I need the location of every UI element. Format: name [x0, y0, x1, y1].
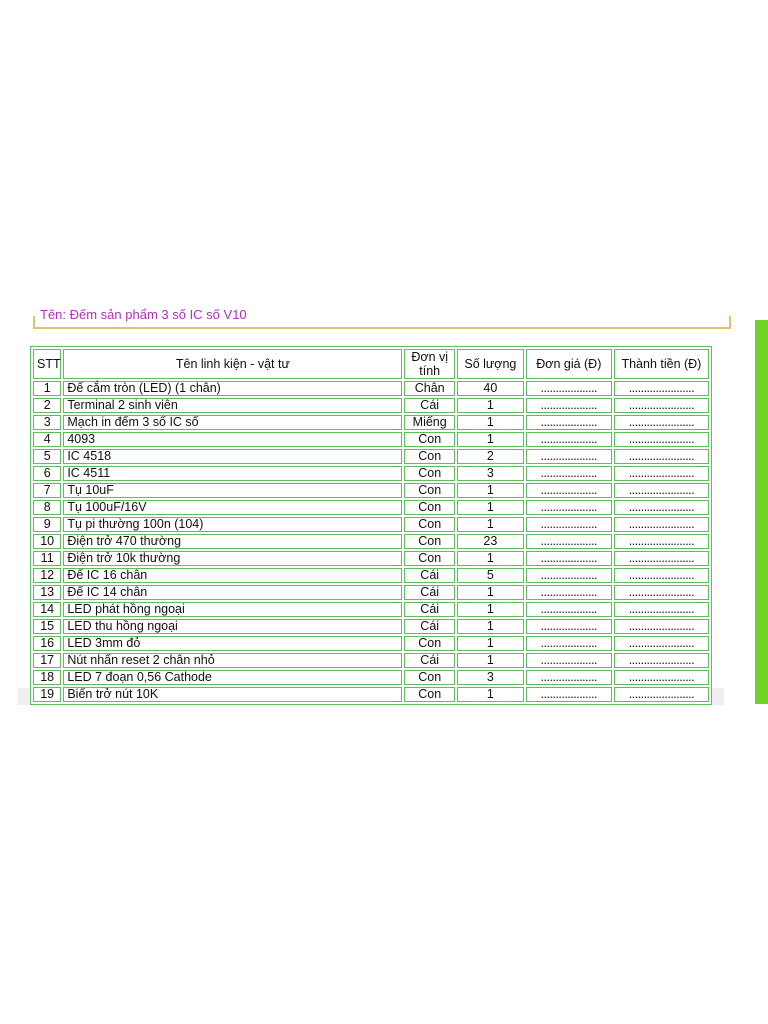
row-total: ......................	[614, 670, 709, 685]
row-name: LED 3mm đỏ	[63, 636, 402, 651]
row-total: ......................	[614, 568, 709, 583]
row-unit: Cái	[404, 602, 455, 617]
table-row	[33, 619, 709, 634]
row-qty: 1	[457, 636, 524, 651]
row-name: 4093	[63, 432, 402, 447]
row-price: ...................	[526, 534, 612, 549]
row-unit: Con	[404, 517, 455, 532]
row-unit: Con	[404, 500, 455, 515]
row-name: IC 4511	[63, 466, 402, 481]
header-unit: Đơn vị tính	[404, 349, 455, 379]
row-name: LED thu hồng ngoại	[63, 619, 402, 634]
table-row	[33, 534, 709, 549]
row-stt: 8	[33, 500, 61, 515]
table-row	[33, 415, 709, 430]
row-unit: Cái	[404, 619, 455, 634]
row-stt: 2	[33, 398, 61, 413]
row-unit: Con	[404, 551, 455, 566]
row-stt: 1	[33, 381, 61, 396]
title-box	[33, 307, 731, 329]
row-unit: Cái	[404, 568, 455, 583]
row-qty: 1	[457, 398, 524, 413]
table-row	[33, 449, 709, 464]
row-unit: Con	[404, 466, 455, 481]
row-qty: 1	[457, 517, 524, 532]
row-total: ......................	[614, 415, 709, 430]
row-stt: 18	[33, 670, 61, 685]
row-qty: 3	[457, 466, 524, 481]
table-row	[33, 466, 709, 481]
row-price: ...................	[526, 415, 612, 430]
row-qty: 1	[457, 687, 524, 702]
table-row	[33, 687, 709, 702]
row-stt: 10	[33, 534, 61, 549]
row-unit: Cái	[404, 398, 455, 413]
row-qty: 1	[457, 602, 524, 617]
row-name: Điện trở 470 thường	[63, 534, 402, 549]
row-qty: 5	[457, 568, 524, 583]
table-row	[33, 483, 709, 498]
table-header-row	[33, 349, 709, 379]
document-title: Tên: Đếm sản phẩm 3 số IC số V10	[40, 307, 247, 322]
row-total: ......................	[614, 687, 709, 702]
row-qty: 1	[457, 653, 524, 668]
row-stt: 12	[33, 568, 61, 583]
scrollbar[interactable]	[755, 320, 768, 704]
table-row	[33, 653, 709, 668]
row-total: ......................	[614, 449, 709, 464]
row-name: Điện trở 10k thường	[63, 551, 402, 566]
row-total: ......................	[614, 500, 709, 515]
row-total: ......................	[614, 483, 709, 498]
row-total: ......................	[614, 432, 709, 447]
row-price: ...................	[526, 500, 612, 515]
table-row	[33, 432, 709, 447]
header-qty: Số lượng	[457, 349, 524, 379]
row-name: Biến trở nút 10K	[63, 687, 402, 702]
row-stt: 7	[33, 483, 61, 498]
row-name: Đế cắm tròn (LED) (1 chân)	[63, 381, 402, 396]
row-price: ...................	[526, 585, 612, 600]
row-stt: 16	[33, 636, 61, 651]
table-row	[33, 602, 709, 617]
row-total: ......................	[614, 517, 709, 532]
table-row	[33, 500, 709, 515]
row-unit: Con	[404, 534, 455, 549]
header-name: Tên linh kiện - vật tư	[63, 349, 402, 379]
row-unit: Cái	[404, 585, 455, 600]
row-qty: 1	[457, 415, 524, 430]
row-unit: Con	[404, 670, 455, 685]
table-row	[33, 517, 709, 532]
table-row	[33, 381, 709, 396]
header-total: Thành tiền (Đ)	[614, 349, 709, 379]
row-stt: 14	[33, 602, 61, 617]
row-qty: 23	[457, 534, 524, 549]
row-price: ...................	[526, 670, 612, 685]
row-price: ...................	[526, 653, 612, 668]
row-name: Tụ 10uF	[63, 483, 402, 498]
row-price: ...................	[526, 687, 612, 702]
parts-table	[30, 346, 712, 705]
row-unit: Con	[404, 483, 455, 498]
row-price: ...................	[526, 602, 612, 617]
row-qty: 40	[457, 381, 524, 396]
table-row	[33, 568, 709, 583]
row-stt: 3	[33, 415, 61, 430]
row-name: Nút nhấn reset 2 chân nhỏ	[63, 653, 402, 668]
row-total: ......................	[614, 585, 709, 600]
row-total: ......................	[614, 653, 709, 668]
row-stt: 4	[33, 432, 61, 447]
row-name: Đế IC 16 chân	[63, 568, 402, 583]
row-name: Đế IC 14 chân	[63, 585, 402, 600]
row-total: ......................	[614, 619, 709, 634]
row-stt: 6	[33, 466, 61, 481]
row-qty: 2	[457, 449, 524, 464]
table-row	[33, 636, 709, 651]
row-stt: 5	[33, 449, 61, 464]
row-name: Mạch in đếm 3 số IC số	[63, 415, 402, 430]
row-price: ...................	[526, 466, 612, 481]
row-price: ...................	[526, 381, 612, 396]
row-unit: Con	[404, 432, 455, 447]
row-price: ...................	[526, 449, 612, 464]
row-name: IC 4518	[63, 449, 402, 464]
row-qty: 1	[457, 483, 524, 498]
row-name: LED 7 đoạn 0,56 Cathode	[63, 670, 402, 685]
row-unit: Miếng	[404, 415, 455, 430]
row-total: ......................	[614, 636, 709, 651]
row-price: ...................	[526, 551, 612, 566]
row-unit: Con	[404, 636, 455, 651]
row-price: ...................	[526, 483, 612, 498]
row-stt: 17	[33, 653, 61, 668]
row-stt: 11	[33, 551, 61, 566]
row-stt: 19	[33, 687, 61, 702]
row-stt: 13	[33, 585, 61, 600]
row-stt: 9	[33, 517, 61, 532]
row-unit: Con	[404, 687, 455, 702]
row-qty: 1	[457, 619, 524, 634]
row-qty: 3	[457, 670, 524, 685]
header-price: Đơn giá (Đ)	[526, 349, 612, 379]
row-total: ......................	[614, 534, 709, 549]
row-qty: 1	[457, 432, 524, 447]
row-total: ......................	[614, 381, 709, 396]
row-total: ......................	[614, 398, 709, 413]
row-price: ...................	[526, 619, 612, 634]
header-stt: STT	[33, 349, 61, 379]
row-unit: Con	[404, 449, 455, 464]
row-qty: 1	[457, 551, 524, 566]
row-stt: 15	[33, 619, 61, 634]
row-price: ...................	[526, 398, 612, 413]
row-name: Tụ pi thường 100n (104)	[63, 517, 402, 532]
row-price: ...................	[526, 568, 612, 583]
row-price: ...................	[526, 432, 612, 447]
row-price: ...................	[526, 636, 612, 651]
row-unit: Chân	[404, 381, 455, 396]
row-price: ...................	[526, 517, 612, 532]
table-row	[33, 398, 709, 413]
row-name: LED phát hồng ngoại	[63, 602, 402, 617]
row-qty: 1	[457, 585, 524, 600]
row-qty: 1	[457, 500, 524, 515]
row-total: ......................	[614, 551, 709, 566]
row-total: ......................	[614, 466, 709, 481]
table-row	[33, 585, 709, 600]
table-row	[33, 670, 709, 685]
row-name: Terminal 2 sinh viên	[63, 398, 402, 413]
row-total: ......................	[614, 602, 709, 617]
row-name: Tụ 100uF/16V	[63, 500, 402, 515]
row-unit: Cái	[404, 653, 455, 668]
table-row	[33, 551, 709, 566]
